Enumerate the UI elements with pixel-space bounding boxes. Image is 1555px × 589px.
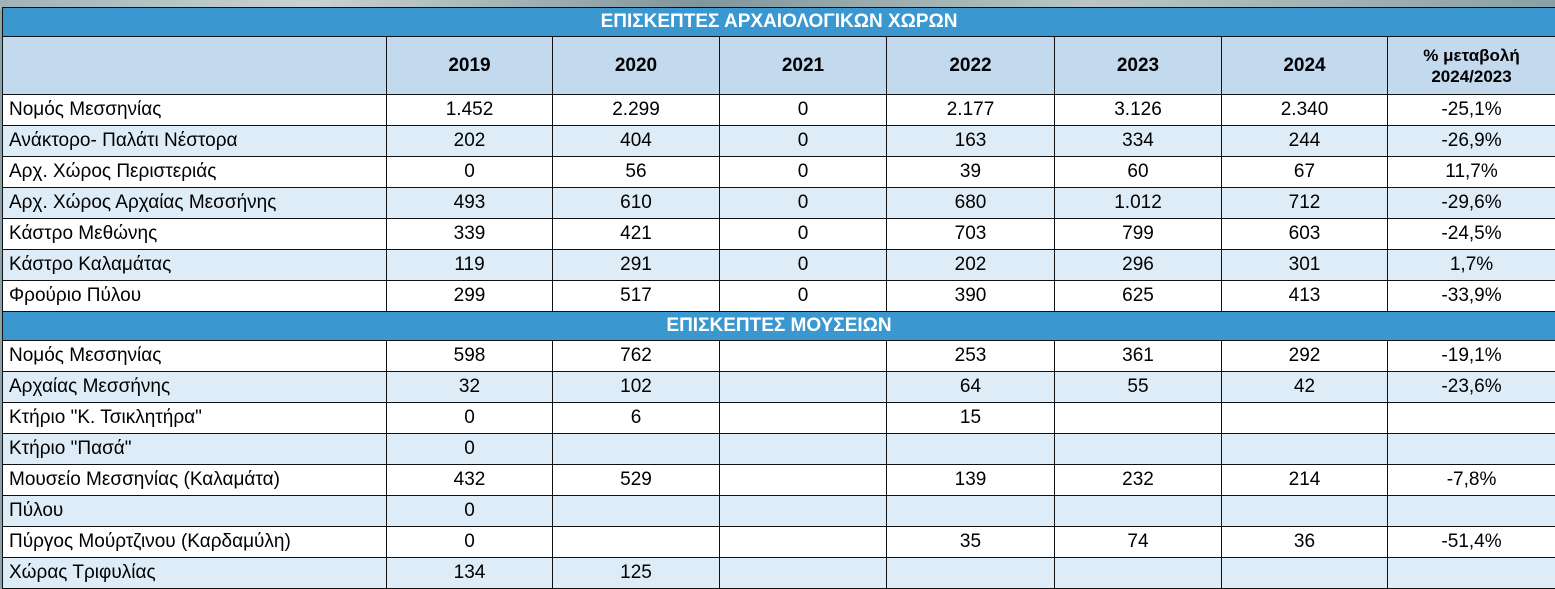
table-row (3, 219, 1555, 250)
table-row (3, 465, 1555, 496)
value-cell: 0 (387, 157, 553, 188)
row-label: Πύργος Μούρτζινου (Καρδαμύλη) (3, 527, 387, 558)
column-header-year: 2020 (553, 37, 720, 95)
value-cell: 0 (387, 527, 553, 558)
column-header-year: 2019 (387, 37, 553, 95)
row-label: Νομός Μεσσηνίας (3, 341, 387, 372)
value-cell: 432 (387, 465, 553, 496)
section-banner-museums: ΕΠΙΣΚΕΠΤΕΣ ΜΟΥΣΕΙΩΝ (3, 312, 1555, 341)
column-header-percent-change (1388, 37, 1555, 95)
value-cell (887, 558, 1055, 589)
value-cell: 32 (387, 372, 553, 403)
value-cell: 0 (720, 188, 887, 219)
row-label: Πύλου (3, 496, 387, 527)
value-cell: 214 (1222, 465, 1388, 496)
value-cell: 339 (387, 219, 553, 250)
value-cell (720, 341, 887, 372)
column-header-year: 2021 (720, 37, 887, 95)
value-cell: 0 (720, 126, 887, 157)
row-label: Κάστρο Καλαμάτας (3, 250, 387, 281)
value-cell: 610 (553, 188, 720, 219)
value-cell (1222, 558, 1388, 589)
table-row (3, 496, 1555, 527)
table-row (3, 558, 1555, 589)
section-banner-archaeological: ΕΠΙΣΚΕΠΤΕΣ ΑΡΧΑΙΟΛΟΓΙΚΩΝ ΧΩΡΩΝ (3, 8, 1555, 37)
value-cell: 799 (1055, 219, 1222, 250)
value-cell: 139 (887, 465, 1055, 496)
value-cell: 60 (1055, 157, 1222, 188)
value-cell: 603 (1222, 219, 1388, 250)
value-cell (1222, 403, 1388, 434)
value-cell: 67 (1222, 157, 1388, 188)
table-row (3, 372, 1555, 403)
value-cell: 56 (553, 157, 720, 188)
value-cell (720, 527, 887, 558)
value-cell: 42 (1222, 372, 1388, 403)
value-cell: 102 (553, 372, 720, 403)
row-label: Αρχ. Χώρος Περιστεριάς (3, 157, 387, 188)
value-cell: 232 (1055, 465, 1222, 496)
column-header-name (3, 37, 387, 95)
pct-header-line2: 2024/2023 (1431, 67, 1511, 86)
percent-change-cell: 1,7% (1388, 250, 1555, 281)
table-row (3, 95, 1555, 126)
value-cell (1222, 496, 1388, 527)
value-cell: 762 (553, 341, 720, 372)
value-cell: 598 (387, 341, 553, 372)
value-cell (887, 496, 1055, 527)
value-cell: 0 (720, 281, 887, 312)
value-cell: 390 (887, 281, 1055, 312)
value-cell: 404 (553, 126, 720, 157)
percent-change-cell: -23,6% (1388, 372, 1555, 403)
row-label: Χώρας Τριφυλίας (3, 558, 387, 589)
pct-header-line1: % μεταβολή (1423, 46, 1519, 65)
value-cell: 529 (553, 465, 720, 496)
value-cell: 2.299 (553, 95, 720, 126)
value-cell: 334 (1055, 126, 1222, 157)
value-cell (553, 434, 720, 465)
table-row (3, 527, 1555, 558)
percent-change-cell (1388, 558, 1555, 589)
percent-change-cell (1388, 434, 1555, 465)
value-cell: 39 (887, 157, 1055, 188)
value-cell: 3.126 (1055, 95, 1222, 126)
percent-change-cell: -29,6% (1388, 188, 1555, 219)
percent-change-cell: -19,1% (1388, 341, 1555, 372)
table-row (3, 157, 1555, 188)
value-cell (553, 527, 720, 558)
value-cell: 0 (387, 434, 553, 465)
column-header-row (3, 37, 1555, 95)
visitors-table (2, 7, 1555, 589)
value-cell (1055, 496, 1222, 527)
percent-change-cell: -25,1% (1388, 95, 1555, 126)
value-cell: 712 (1222, 188, 1388, 219)
value-cell (720, 558, 887, 589)
value-cell: 0 (387, 403, 553, 434)
archaeological-sites-rows (3, 95, 1555, 312)
value-cell: 202 (387, 126, 553, 157)
value-cell: 244 (1222, 126, 1388, 157)
value-cell (1055, 558, 1222, 589)
table-row (3, 250, 1555, 281)
value-cell: 35 (887, 527, 1055, 558)
row-label: Αρχαίας Μεσσήνης (3, 372, 387, 403)
value-cell (720, 465, 887, 496)
row-label: Αρχ. Χώρος Αρχαίας Μεσσήνης (3, 188, 387, 219)
percent-change-cell (1388, 403, 1555, 434)
percent-change-cell: 11,7% (1388, 157, 1555, 188)
value-cell: 1.012 (1055, 188, 1222, 219)
row-label: Κτήριο "Πασά" (3, 434, 387, 465)
value-cell: 0 (720, 250, 887, 281)
column-header-year: 2024 (1222, 37, 1388, 95)
museums-rows (3, 341, 1555, 589)
value-cell: 0 (720, 219, 887, 250)
row-label: Κτήριο "Κ. Τσικλητήρα" (3, 403, 387, 434)
value-cell: 413 (1222, 281, 1388, 312)
row-label: Νομός Μεσσηνίας (3, 95, 387, 126)
value-cell: 625 (1055, 281, 1222, 312)
value-cell: 64 (887, 372, 1055, 403)
value-cell (720, 403, 887, 434)
value-cell: 703 (887, 219, 1055, 250)
value-cell: 291 (553, 250, 720, 281)
percent-change-cell: -26,9% (1388, 126, 1555, 157)
percent-change-cell: -33,9% (1388, 281, 1555, 312)
value-cell: 292 (1222, 341, 1388, 372)
value-cell: 296 (1055, 250, 1222, 281)
value-cell: 493 (387, 188, 553, 219)
value-cell (720, 496, 887, 527)
value-cell: 163 (887, 126, 1055, 157)
value-cell: 299 (387, 281, 553, 312)
value-cell (553, 496, 720, 527)
value-cell: 134 (387, 558, 553, 589)
percent-change-cell: -24,5% (1388, 219, 1555, 250)
value-cell: 119 (387, 250, 553, 281)
table-row (3, 188, 1555, 219)
value-cell: 2.177 (887, 95, 1055, 126)
row-label: Φρούριο Πύλου (3, 281, 387, 312)
value-cell (1055, 434, 1222, 465)
value-cell: 421 (553, 219, 720, 250)
row-label: Ανάκτορο- Παλάτι Νέστορα (3, 126, 387, 157)
value-cell (720, 434, 887, 465)
table-row (3, 341, 1555, 372)
value-cell: 0 (720, 95, 887, 126)
column-header-year: 2022 (887, 37, 1055, 95)
value-cell: 36 (1222, 527, 1388, 558)
value-cell: 517 (553, 281, 720, 312)
value-cell: 15 (887, 403, 1055, 434)
value-cell: 680 (887, 188, 1055, 219)
table-row (3, 126, 1555, 157)
value-cell: 301 (1222, 250, 1388, 281)
percent-change-cell: -51,4% (1388, 527, 1555, 558)
percent-change-cell: -7,8% (1388, 465, 1555, 496)
table-row (3, 434, 1555, 465)
table-row (3, 281, 1555, 312)
row-label: Μουσείο Μεσσηνίας (Καλαμάτα) (3, 465, 387, 496)
value-cell (1055, 403, 1222, 434)
column-header-year: 2023 (1055, 37, 1222, 95)
value-cell: 202 (887, 250, 1055, 281)
value-cell: 0 (720, 157, 887, 188)
value-cell (887, 434, 1055, 465)
value-cell: 1.452 (387, 95, 553, 126)
percent-change-cell (1388, 496, 1555, 527)
value-cell: 0 (387, 496, 553, 527)
value-cell: 55 (1055, 372, 1222, 403)
row-label: Κάστρο Μεθώνης (3, 219, 387, 250)
value-cell (720, 372, 887, 403)
value-cell: 361 (1055, 341, 1222, 372)
value-cell: 2.340 (1222, 95, 1388, 126)
value-cell: 74 (1055, 527, 1222, 558)
value-cell: 125 (553, 558, 720, 589)
value-cell (1222, 434, 1388, 465)
value-cell: 253 (887, 341, 1055, 372)
table-row (3, 403, 1555, 434)
value-cell: 6 (553, 403, 720, 434)
